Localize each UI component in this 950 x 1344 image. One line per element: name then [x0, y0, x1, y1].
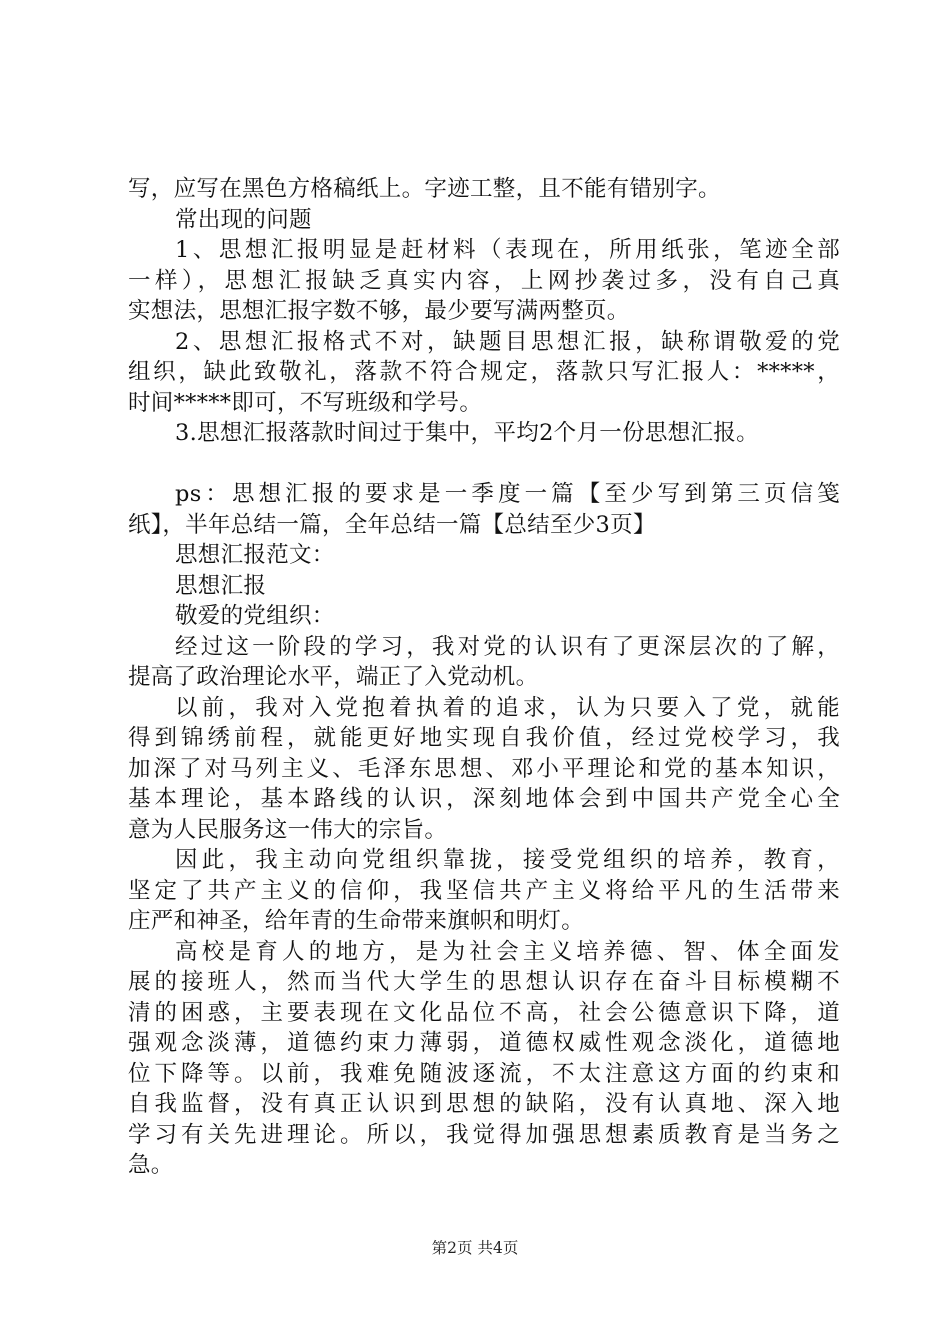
text-line: 1、思想汇报明显是赶材料（表现在，所用纸张，笔迹全部	[175, 237, 840, 263]
page-footer: 第2页 共4页	[431, 1239, 519, 1257]
text-line: 一样），思想汇报缺乏真实内容，上网抄袭过多，没有自己真	[128, 267, 840, 294]
text-line: 庄严和神圣，给年青的生命带来旗帜和明灯。	[128, 908, 585, 934]
document-body	[128, 174, 840, 1181]
text-line: 思想汇报	[175, 572, 267, 599]
text-line: 以前，我对入党抱着执着的追求，认为只要入了党，就能	[175, 694, 840, 721]
text-line: 常出现的问题	[175, 206, 312, 233]
text-line: 敬爱的党组织：	[175, 603, 335, 629]
text-line: 意为人民服务这一伟大的宗旨。	[128, 816, 448, 843]
text-line: 学习有关先进理论。所以，我觉得加强思想素质教育是当务之	[128, 1121, 840, 1148]
text-line: 展的接班人，然而当代大学生的思想认识存在奋斗目标模糊不	[128, 969, 840, 995]
text-line: 强观念淡薄，道德约束力薄弱，道德权威性观念淡化，道德地	[128, 1030, 840, 1056]
text-line: 急。	[128, 1152, 174, 1178]
text-line: 经过这一阶段的学习，我对党的认识有了更深层次的了解，	[175, 633, 840, 660]
text-line: 坚定了共产主义的信仰，我坚信共产主义将给平凡的生活带来	[128, 877, 840, 904]
text-line: 位下降等。以前，我难免随波逐流，不太注意这方面的约束和	[128, 1060, 840, 1087]
text-line: 组织，缺此致敬礼，落款不符合规定，落款只写汇报人：*****，	[128, 359, 840, 385]
text-line: 时间*****即可，不写班级和学号。	[128, 389, 483, 416]
blank-line	[128, 449, 840, 480]
text-line: ps：思想汇报的要求是一季度一篇【至少写到第三页信笺	[175, 481, 840, 507]
text-line: 加深了对马列主义、毛泽东思想、邓小平理论和党的基本知识，	[128, 755, 840, 782]
text-line: 纸】，半年总结一篇，全年总结一篇【总结至少3页】	[128, 511, 656, 538]
text-line: 清的困惑，主要表现在文化品位不高，社会公德意识下降，道	[128, 999, 840, 1026]
text-line: 3.思想汇报落款时间过于集中，平均2个月一份思想汇报。	[175, 420, 759, 446]
text-line: 得到锦绣前程，就能更好地实现自我价值，经过党校学习，我	[128, 725, 840, 751]
text-line: 自我监督，没有真正认识到思想的缺陷，没有认真地、深入地	[128, 1091, 840, 1117]
text-line: 提高了政治理论水平，端正了入党动机。	[128, 664, 539, 690]
text-line: 高校是育人的地方，是为社会主义培养德、智、体全面发	[175, 938, 840, 965]
text-line: 基本理论，基本路线的认识，深刻地体会到中国共产党全心全	[128, 786, 840, 812]
text-line: 实想法，思想汇报字数不够，最少要写满两整页。	[128, 298, 630, 324]
text-line: 因此，我主动向党组织靠拢，接受党组织的培养，教育，	[175, 847, 840, 873]
text-line: 思想汇报范文：	[175, 542, 335, 568]
text-line: 2、思想汇报格式不对，缺题目思想汇报，缺称谓敬爱的党	[175, 328, 840, 355]
text-line: 写，应写在黑色方格稿纸上。字迹工整，且不能有错别字。	[128, 176, 721, 202]
